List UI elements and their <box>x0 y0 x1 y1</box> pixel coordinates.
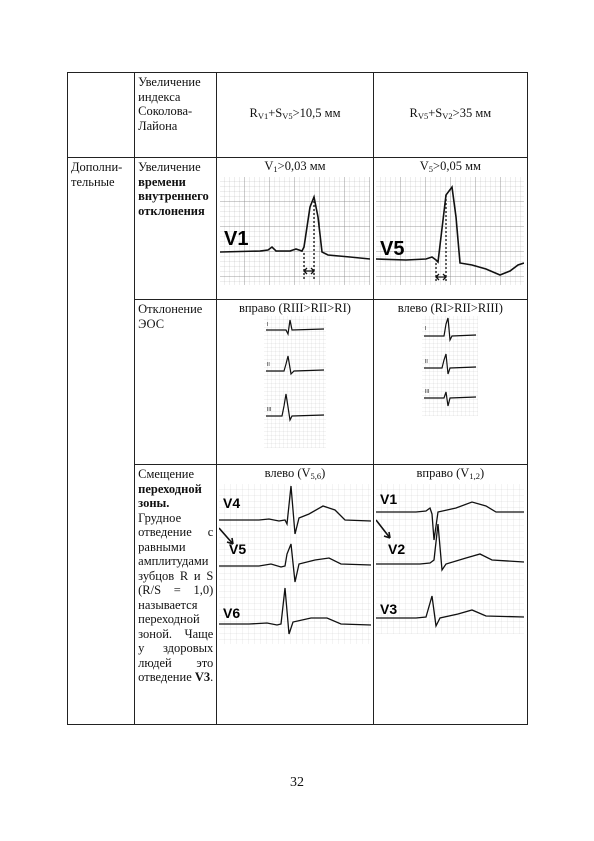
right-formula: $R_{V5}+S_{V2}>35$ мм <box>409 106 492 122</box>
table-row <box>68 73 528 158</box>
criterion-text: Увеличение индекса Соколова-Лайона <box>138 75 201 133</box>
left-title: вправо (RIII>RII>RI) <box>238 301 351 315</box>
criterion-text: Увеличение <box>138 160 201 174</box>
category-cell <box>68 158 135 725</box>
ecg-criteria-table <box>67 72 528 725</box>
lead-label: II <box>266 361 270 368</box>
criterion-cell <box>135 300 217 465</box>
ecg-axis-left-image <box>422 316 478 416</box>
lead-label: V4 <box>222 494 241 511</box>
lead-label: V5 <box>228 540 247 557</box>
table-row <box>68 158 528 300</box>
description-bold-text: V3 <box>194 670 211 684</box>
right-title: вправо $(V_{1,2})$ <box>416 466 485 481</box>
left-formula: $R_{V1}+S_{V5}>10,5$ мм <box>249 106 341 122</box>
ecg-transition-right-image <box>376 484 524 634</box>
page-number: 32 <box>290 775 304 790</box>
lead-label-v5: V5 <box>380 237 405 260</box>
category-cell-empty <box>68 73 135 158</box>
lead-label: I <box>425 325 427 332</box>
ecg-transition-left-image <box>219 484 371 644</box>
right-ecg-cell <box>373 158 527 300</box>
left-ecg-cell <box>217 158 373 300</box>
lead-label-v1: V1 <box>223 227 249 250</box>
left-title: влево $(V_{5,6})$ <box>264 466 326 481</box>
lead-label: V3 <box>380 600 398 617</box>
lead-label: V6 <box>222 604 241 621</box>
right-title: влево (RI>RII>RIII) <box>397 301 503 315</box>
ecg-v5-image <box>376 177 524 285</box>
table-row <box>68 300 528 465</box>
lead-label: V1 <box>380 490 398 507</box>
description-text: Грудное отведение с равными амплитудами зубцов R и S (R/S = 1,0) называется переходной зоной. Чаще у здоровых людей это отведение <box>138 510 214 684</box>
right-ecg-cell <box>373 300 527 465</box>
lead-label: I <box>266 321 269 328</box>
left-ecg-cell <box>217 465 373 725</box>
ecg-axis-right-image <box>264 316 326 448</box>
lead-label: III <box>425 388 430 395</box>
lead-label: II <box>425 358 429 365</box>
criterion-cell: Смещение переходной зоны. Грудное отведение с равными амплитудами зубцов R и S (R/S = 1,0) называется переходной зоной. Чаще у здоровых людей это отведение V3. <box>135 465 217 725</box>
criterion-text: Отклонение ЭОС <box>138 302 203 331</box>
left-ecg-cell <box>217 300 373 465</box>
criterion-text: Смещение <box>138 467 195 481</box>
category-text: Дополни-тельные <box>71 160 123 189</box>
ecg-v1-image <box>220 177 370 285</box>
left-title: $V_1>0,03$ мм <box>264 159 326 174</box>
criterion-cell <box>135 73 217 158</box>
right-title: $V_5>0,05$ мм <box>419 159 481 174</box>
table-row <box>68 465 528 725</box>
left-value-cell <box>217 73 373 158</box>
lead-label: III <box>266 406 272 413</box>
criterion-cell <box>135 158 217 300</box>
criterion-bold-text: времени внутреннего отклонения <box>138 174 209 218</box>
criterion-bold-text: переходной зоны. <box>138 481 202 510</box>
lead-label: V2 <box>388 540 406 557</box>
right-value-cell <box>373 73 527 158</box>
right-ecg-cell <box>373 465 527 725</box>
